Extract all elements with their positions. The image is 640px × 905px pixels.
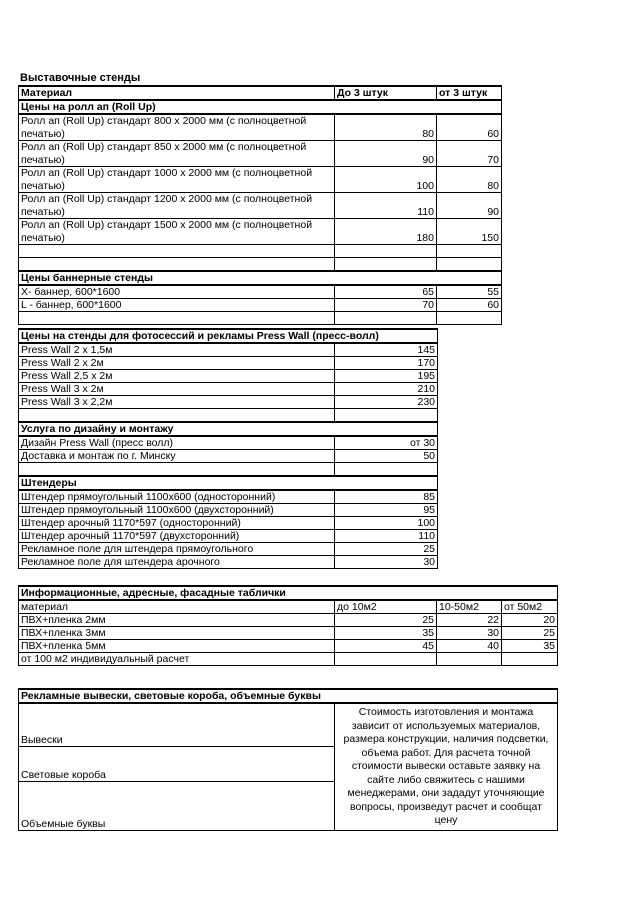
item-name: Рекламное поле для штендера прямоугольного xyxy=(19,543,335,556)
signs-description: Стоимость изготовления и монтажа зависит от используемых материалов, размера конструкции, наличия подсветки, объема работ. Для расчета точной стоимости вывески оставьте заявку на сайте либо свяжитесь с нашими менеджерами, они зададут уточняющие вопросы, произведут расчет и сообщат цену xyxy=(335,703,558,830)
price-cell: 90 xyxy=(437,193,502,219)
section-row xyxy=(19,476,438,490)
signs-table xyxy=(18,688,558,831)
item-name: Дизайн Press Wall (пресс волл) xyxy=(19,436,335,450)
table-row xyxy=(19,703,558,746)
table-row xyxy=(19,543,438,556)
price-cell: 60 xyxy=(437,114,502,141)
table-row xyxy=(19,370,438,383)
section-row xyxy=(19,329,438,343)
price-cell: 100 xyxy=(335,167,437,193)
item-name: Press Wall 3 х 2м xyxy=(19,383,335,396)
item-name: ПВХ+пленка 2мм xyxy=(19,614,335,627)
section-row xyxy=(19,271,502,285)
item-name: Ролл ап (Roll Up) стандарт 850 х 2000 мм (с полноцветной печатью) xyxy=(19,141,335,167)
table-row xyxy=(19,530,438,543)
price-cell: 95 xyxy=(335,504,438,517)
empty-row xyxy=(19,245,502,258)
section-row xyxy=(19,422,438,436)
item-name: Ролл ап (Roll Up) стандарт 800 х 2000 мм (с полноцветной печатью) xyxy=(19,114,335,141)
price-cell: 80 xyxy=(437,167,502,193)
page-title: Выставочные стенды xyxy=(20,72,141,84)
price-cell: 35 xyxy=(502,640,558,653)
table-row xyxy=(19,193,502,219)
price-cell: 25 xyxy=(335,543,438,556)
table-row xyxy=(19,141,502,167)
price-cell: 25 xyxy=(502,627,558,640)
column-header-up-to-3: До 3 штук xyxy=(335,86,437,100)
table-header-row xyxy=(19,600,558,614)
item-name: L - баннер, 600*1600 xyxy=(19,299,335,312)
price-cell: 60 xyxy=(437,299,502,312)
section-title-standers: Штендеры xyxy=(19,476,438,490)
price-cell: 180 xyxy=(335,219,437,245)
price-cell: 100 xyxy=(335,517,438,530)
price-cell: 55 xyxy=(437,285,502,299)
table-header-row xyxy=(19,86,502,100)
price-cell: 210 xyxy=(335,383,438,396)
price-cell: 30 xyxy=(335,556,438,569)
table-row xyxy=(19,343,438,357)
section-title-presswall: Цены на стенды для фотосессий и рекламы Press Wall (пресс-волл) xyxy=(19,329,438,343)
item-name: Ролл ап (Roll Up) стандарт 1200 х 2000 мм (с полноцветной печатью) xyxy=(19,193,335,219)
price-cell: 85 xyxy=(335,490,438,504)
price-cell: 70 xyxy=(335,299,437,312)
stands-table xyxy=(18,85,502,325)
price-cell: 22 xyxy=(437,614,502,627)
section-title-rollup: Цены на ролл ап (Roll Up) xyxy=(19,100,502,114)
section-title-banner: Цены баннерные стенды xyxy=(19,271,502,285)
table-row xyxy=(19,517,438,530)
table-row xyxy=(19,490,438,504)
section-title-design: Услуга по дизайну и монтажу xyxy=(19,422,438,436)
table-row xyxy=(19,504,438,517)
item-signs: Вывески xyxy=(19,703,335,746)
table-row xyxy=(19,556,438,569)
item-name: Штендер прямоугольный 1100х600 (двухсторонний) xyxy=(19,504,335,517)
price-cell: 145 xyxy=(335,343,438,357)
section-row xyxy=(19,100,502,114)
price-cell: 150 xyxy=(437,219,502,245)
table-row xyxy=(19,285,502,299)
empty-row xyxy=(19,312,502,325)
section-title-signs: Рекламные вывески, световые короба, объемные буквы xyxy=(19,689,558,703)
section-row xyxy=(19,586,558,600)
price-cell: 30 xyxy=(437,627,502,640)
column-header-from-50: от 50м2 xyxy=(502,600,558,614)
item-name: Press Wall 2 х 2м xyxy=(19,357,335,370)
item-name: Press Wall 3 х 2,2м xyxy=(19,396,335,409)
item-name: Штендер арочный 1170*597 (двухсторонний) xyxy=(19,530,335,543)
price-cell: 170 xyxy=(335,357,438,370)
price-cell: 35 xyxy=(335,627,437,640)
table-row xyxy=(19,627,558,640)
item-name: Press Wall 2,5 х 2м xyxy=(19,370,335,383)
price-cell: 230 xyxy=(335,396,438,409)
column-header-10-50: 10-50м2 xyxy=(437,600,502,614)
table-row xyxy=(19,396,438,409)
item-name: Ролл ап (Roll Up) стандарт 1000 х 2000 мм (с полноцветной печатью) xyxy=(19,167,335,193)
item-name: ПВХ+пленка 3мм xyxy=(19,627,335,640)
table-row xyxy=(19,167,502,193)
price-cell: 20 xyxy=(502,614,558,627)
price-cell: 110 xyxy=(335,530,438,543)
price-cell: 50 xyxy=(335,450,438,463)
column-header-from-3: от 3 штук xyxy=(437,86,502,100)
empty-row xyxy=(19,463,438,477)
item-name: Штендер арочный 1170*597 (односторонний) xyxy=(19,517,335,530)
item-name: Х- баннер, 600*1600 xyxy=(19,285,335,299)
price-cell: 70 xyxy=(437,141,502,167)
table-row xyxy=(19,450,438,463)
table-row xyxy=(19,114,502,141)
empty-row xyxy=(19,258,502,272)
item-name: Штендер прямоугольный 1100х600 (односторонний) xyxy=(19,490,335,504)
table-row xyxy=(19,299,502,312)
price-cell: 110 xyxy=(335,193,437,219)
item-lightboxes: Световые короба xyxy=(19,746,335,781)
table-row xyxy=(19,436,438,450)
table-row xyxy=(19,640,558,653)
presswall-table xyxy=(18,328,438,569)
item-name: Рекламное поле для штендера арочного xyxy=(19,556,335,569)
footer-note: от 100 м2 индивидуальный расчет xyxy=(19,653,335,666)
column-header-material: Материал xyxy=(19,86,335,100)
table-row xyxy=(19,357,438,370)
section-title-plates: Информационные, адресные, фасадные таблички xyxy=(19,586,558,600)
price-cell: 80 xyxy=(335,114,437,141)
item-volume-letters: Объемные буквы xyxy=(19,781,335,830)
price-cell: 45 xyxy=(335,640,437,653)
table-row xyxy=(19,383,438,396)
price-cell: 90 xyxy=(335,141,437,167)
item-name: Press Wall 2 х 1,5м xyxy=(19,343,335,357)
price-cell: от 30 xyxy=(335,436,438,450)
price-cell: 195 xyxy=(335,370,438,383)
item-name: ПВХ+пленка 5мм xyxy=(19,640,335,653)
plates-table xyxy=(18,585,558,666)
table-row xyxy=(19,219,502,245)
column-header-up-to-10: до 10м2 xyxy=(335,600,437,614)
table-row xyxy=(19,653,558,666)
item-name: Ролл ап (Roll Up) стандарт 1500 х 2000 мм (с полноцветной печатью) xyxy=(19,219,335,245)
price-cell: 65 xyxy=(335,285,437,299)
price-cell: 25 xyxy=(335,614,437,627)
price-cell: 40 xyxy=(437,640,502,653)
item-name: Доставка и монтаж по г. Минску xyxy=(19,450,335,463)
column-header-material: материал xyxy=(19,600,335,614)
table-row xyxy=(19,614,558,627)
empty-row xyxy=(19,409,438,423)
section-row xyxy=(19,689,558,703)
